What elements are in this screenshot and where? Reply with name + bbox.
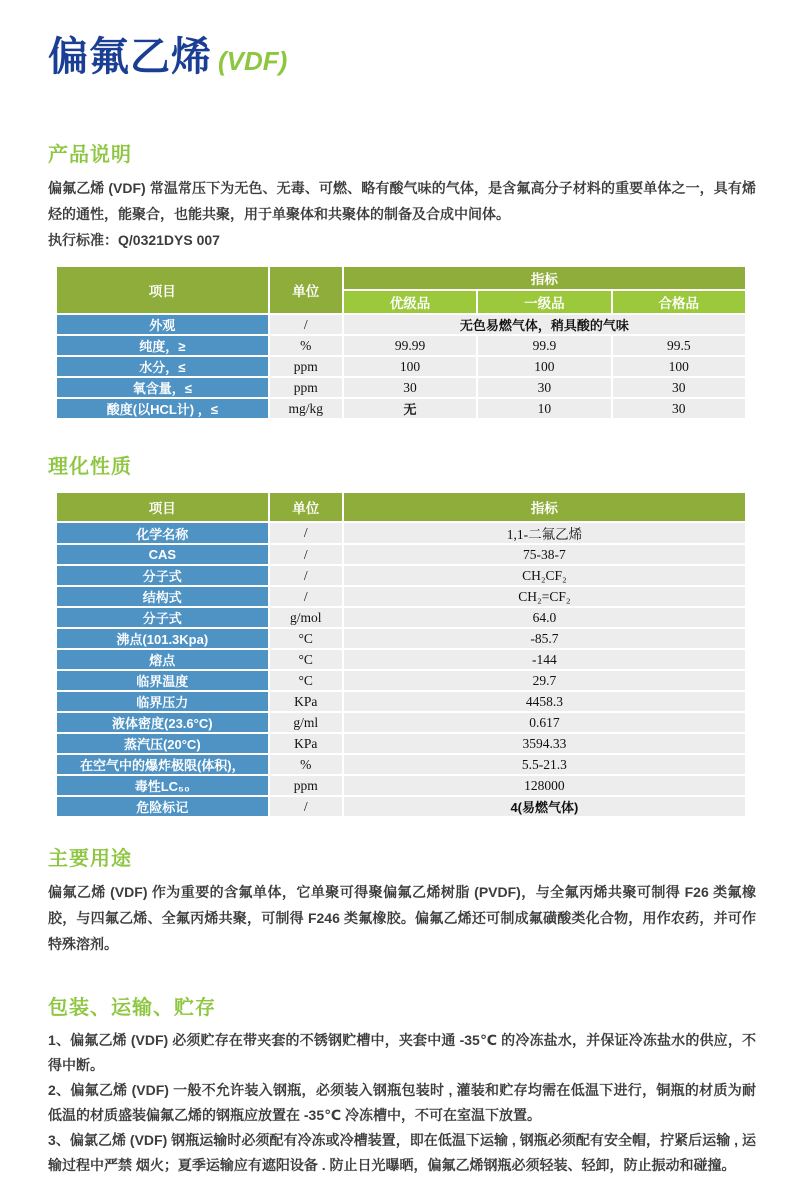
- table-row: [57, 797, 745, 816]
- property-unit-cell: /: [270, 523, 342, 543]
- properties-header-index: 指标: [344, 493, 745, 521]
- spec-value-cell: 30: [613, 399, 745, 418]
- property-unit-cell: g/mol: [270, 608, 342, 627]
- spec-value-cell: 99.9: [478, 336, 610, 355]
- table-row: [57, 587, 745, 606]
- spec-value-cell: 30: [613, 378, 745, 397]
- spec-value-cell: 99.99: [344, 336, 476, 355]
- property-item-cell: 分子式: [57, 608, 268, 627]
- table-row: [57, 629, 745, 648]
- product-description-text: 偏氟乙烯 (VDF) 常温常压下为无色、无毒、可燃、略有酸气味的气体，是含氟高分子材料的重要单体之一，具有烯烃的通性，能聚合，也能共聚，用于单聚体和共聚体的制备及合成中间体。: [48, 180, 756, 222]
- property-item-cell: 熔点: [57, 650, 268, 669]
- spec-item-cell: 外观: [57, 315, 268, 334]
- spec-unit-cell: ppm: [270, 378, 342, 397]
- property-item-cell: 毒性LC₅₀: [57, 776, 268, 795]
- property-unit-cell: ppm: [270, 776, 342, 795]
- property-item-cell: 临界温度: [57, 671, 268, 690]
- spec-grade-first: 一级品: [478, 291, 610, 313]
- spec-value-cell: 100: [478, 357, 610, 376]
- property-value-cell: -85.7: [344, 629, 745, 648]
- spec-table: [55, 265, 747, 420]
- property-unit-cell: KPa: [270, 692, 342, 711]
- table-row: [57, 378, 745, 397]
- spec-header-row: [57, 267, 745, 289]
- property-value-cell: 75-38-7: [344, 545, 745, 564]
- table-row: [57, 776, 745, 795]
- property-item-cell: 结构式: [57, 587, 268, 606]
- spec-header-unit: 单位: [270, 267, 342, 313]
- spec-value-cell: 100: [344, 357, 476, 376]
- properties-header-item: 项目: [57, 493, 268, 521]
- property-item-cell: 危险标记: [57, 797, 268, 816]
- section-packaging-transport-storage: [48, 991, 756, 1178]
- spec-value-cell: 100: [613, 357, 745, 376]
- table-row: [57, 336, 745, 355]
- spec-value-cell: 30: [478, 378, 610, 397]
- spec-grade-qualified: 合格品: [613, 291, 745, 313]
- section-physical-chemical-properties: [48, 450, 756, 818]
- table-row: [57, 545, 745, 564]
- property-unit-cell: KPa: [270, 734, 342, 753]
- product-abbreviation: (VDF): [218, 46, 288, 76]
- property-value-cell: CH₂=CF₂: [344, 587, 745, 606]
- property-unit-cell: /: [270, 587, 342, 606]
- execution-standard: 执行标准：Q/0321DYS 007: [48, 232, 220, 248]
- property-value-cell: 29.7: [344, 671, 745, 690]
- property-unit-cell: /: [270, 797, 342, 816]
- spec-header-index: 指标: [344, 267, 745, 289]
- property-value-cell: 1,1-二氟乙烯: [344, 523, 745, 543]
- main-uses-heading: 主要用途: [48, 848, 132, 870]
- property-item-cell: CAS: [57, 545, 268, 564]
- property-value-cell: 3594.33: [344, 734, 745, 753]
- property-unit-cell: /: [270, 545, 342, 564]
- property-value-cell: 64.0: [344, 608, 745, 627]
- properties-table: [55, 491, 747, 818]
- section-main-uses: [48, 842, 756, 957]
- spec-grade-premium: 优级品: [344, 291, 476, 313]
- property-unit-cell: °C: [270, 650, 342, 669]
- property-value-cell: 5.5-21.3: [344, 755, 745, 774]
- property-unit-cell: °C: [270, 671, 342, 690]
- property-unit-cell: °C: [270, 629, 342, 648]
- property-item-cell: 化学名称: [57, 523, 268, 543]
- spec-item-cell: 酸度(以HCL计) ，≤: [57, 399, 268, 418]
- properties-header-row: [57, 493, 745, 521]
- property-value-cell: 128000: [344, 776, 745, 795]
- spec-value-cell: 99.5: [613, 336, 745, 355]
- property-value-cell: 0.617: [344, 713, 745, 732]
- spec-value-cell: 10: [478, 399, 610, 418]
- spec-header-item: 项目: [57, 267, 268, 313]
- packaging-item: 1、偏氟乙烯 (VDF) 必须贮存在带夹套的不锈钢贮槽中，夹套中通 -35℃ 的冷冻盐水，并保证冷冻盐水的供应，不得中断。: [48, 1032, 756, 1073]
- spec-unit-cell: /: [270, 315, 342, 334]
- page-title: [48, 34, 756, 80]
- table-row: [57, 650, 745, 669]
- spec-unit-cell: %: [270, 336, 342, 355]
- table-row: [57, 399, 745, 418]
- spec-unit-cell: ppm: [270, 357, 342, 376]
- property-value-cell: 4(易燃气体): [344, 797, 745, 816]
- table-row: [57, 315, 745, 334]
- property-value-cell: 4458.3: [344, 692, 745, 711]
- table-row: [57, 734, 745, 753]
- spec-item-cell: 纯度，≥: [57, 336, 268, 355]
- spec-item-cell: 氧含量，≤: [57, 378, 268, 397]
- table-row: [57, 755, 745, 774]
- table-row: [57, 713, 745, 732]
- main-uses-text: 偏氟乙烯 (VDF) 作为重要的含氟单体，它单聚可得聚偏氟乙烯树脂 (PVDF)，与全氟丙烯共聚可制得 F26 类氟橡胶，与四氟乙烯、全氟丙烯共聚，可制得 F246 类氟橡胶。偏氟乙烯还可制成氟磺酸类化合物，用作农药，并可作特殊溶剂。: [48, 884, 756, 952]
- property-value-cell: CH₂CF₂: [344, 566, 745, 585]
- table-row: [57, 608, 745, 627]
- properties-heading: 理化性质: [48, 456, 132, 478]
- packaging-item: 3、偏氯乙烯 (VDF) 钢瓶运输时必须配有冷冻或冷槽装置，即在低温下运输 , 钢瓶必须配有安全帽，拧紧后运输 , 运输过程中严禁 烟火；夏季运输应有遮阳设备 . 防止日光曝晒，偏氟乙烯钢瓶必须轻装、轻卸，防止振动和碰撞。: [48, 1132, 756, 1173]
- property-item-cell: 在空气中的爆炸极限(体积)，: [57, 755, 268, 774]
- property-value-cell: -144: [344, 650, 745, 669]
- packaging-item: 2、偏氟乙烯 (VDF) 一般不允许装入钢瓶，必须装入钢瓶包装时 , 灌装和贮存均需在低温下进行，铜瓶的材质为耐低温的材质盛装偏氟乙烯的钢瓶应放置在 -35℃ 冷冻槽中，不可在室温下放置。: [48, 1082, 756, 1123]
- property-item-cell: 蒸汽压(20°C): [57, 734, 268, 753]
- property-item-cell: 临界压力: [57, 692, 268, 711]
- packaging-heading: 包装、运输、贮存: [48, 997, 216, 1019]
- spec-unit-cell: mg/kg: [270, 399, 342, 418]
- property-item-cell: 分子式: [57, 566, 268, 585]
- table-row: [57, 671, 745, 690]
- spec-value-cell: 30: [344, 378, 476, 397]
- product-description-heading: 产品说明: [48, 144, 132, 166]
- spec-item-cell: 水分，≤: [57, 357, 268, 376]
- section-product-description: [48, 138, 756, 420]
- properties-header-unit: 单位: [270, 493, 342, 521]
- property-unit-cell: g/ml: [270, 713, 342, 732]
- table-row: [57, 357, 745, 376]
- property-item-cell: 液体密度(23.6°C): [57, 713, 268, 732]
- property-unit-cell: /: [270, 566, 342, 585]
- table-row: [57, 566, 745, 585]
- spec-value-cell: 无色易燃气体，稍具酸的气味: [344, 315, 745, 334]
- product-name: 偏氟乙烯: [48, 35, 212, 79]
- table-row: [57, 692, 745, 711]
- table-row: [57, 523, 745, 543]
- property-unit-cell: %: [270, 755, 342, 774]
- property-item-cell: 沸点(101.3Kpa): [57, 629, 268, 648]
- spec-value-cell: 无: [344, 399, 476, 418]
